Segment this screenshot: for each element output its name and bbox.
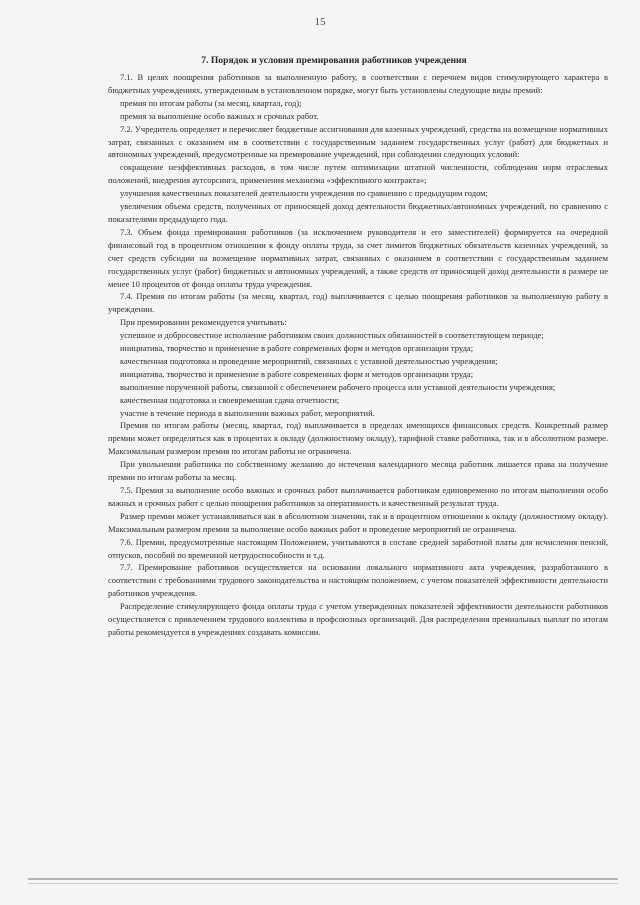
paragraph: 7.3. Объем фонда премирования работников (за исключением руководителя и его заместителей) формируется на очередной финансовый год в процентном отношении к фонду оплаты труда, за счет лимитов бюджетных обязательств казенных учреждений, за счет средств субсидии на возмещение нормативных затрат, связанных с оказанием в соответствии с государственным заданием государственных услуг (работ) бюджетных и автономных учреждений, а также средств от приносящей доход деятельности в размере не менее 10 процентов от фонда оплаты труда учреждения.	[108, 226, 608, 289]
paragraph: успешное и добросовестное исполнение работником своих должностных обязанностей в соответствующем периоде;	[120, 330, 544, 341]
scan-edge-line	[28, 883, 618, 884]
paragraph: выполнение порученной работы, связанной с обеспечением рабочего процесса или уставной деятельности учреждения;	[120, 381, 556, 392]
paragraph: При премировании рекомендуется учитывать:	[120, 317, 287, 328]
paragraph: увеличения объема средств, полученных от приносящей доход деятельности бюджетных/автономных учреждений, по сравнению с показателями предыдущего года.	[108, 201, 608, 224]
paragraph: 7.2. Учредитель определяет и перечисляет бюджетные ассигнования для казенных учреждений, средства на возмещение нормативных затрат, связанных с оказанием им в соответствии с государственным заданием государственных услуг (работ) для бюджетных и автономных учреждений, предусмотренные на премирование учреждений, при соблюдении следующих условий:	[108, 123, 608, 160]
scan-edge-line	[28, 878, 618, 880]
paragraph: сокращение неэффективных расходов, в том числе путем оптимизации штатной численности, соблюдения норм отраслевых положений, внедрения аутсорсинга, применения механизма «эффективного контракта»;	[108, 162, 608, 186]
paragraph: премия по итогам работы (за месяц, квартал, год);	[120, 97, 302, 108]
paragraph: При увольнении работника по собственному желанию до истечения календарного месяца работник лишается права на получение премии по итогам работы за месяц.	[108, 459, 608, 483]
page-number: 15	[314, 16, 326, 28]
paragraph: Премия по итогам работы (месяц, квартал, год) выплачивается в пределах имеющихся финансовых средств. Конкретный размер премии может определяться как в процентах к окладу (должностному окладу), тарифной ставке работника, так и в абсолютном размере. Максимальным размером премия по итогам работы не ограничена.	[108, 420, 608, 457]
paragraph: 7.4. Премия по итогам работы (за месяц, квартал, год) выплачивается с целью поощрения работников за выполненную работу в учреждении.	[108, 291, 608, 315]
section-body	[108, 71, 608, 639]
section-heading: 7. Порядок и условия премирования работников учреждения	[201, 55, 467, 66]
paragraph: участие в течение периода в выполнении важных работ, мероприятий.	[120, 407, 375, 418]
paragraph: Распределение стимулирующего фонда оплаты труда с учетом утвержденных показателей эффективности деятельности работников осуществляется с привлечением трудового коллектива и профсоюзных организаций. Для распределения премиальных выплат по итогам работы рекомендуется в учреждениях создавать комиссии.	[108, 601, 608, 637]
paragraph: качественная подготовка и своевременная сдача отчетности;	[120, 394, 340, 405]
paragraph: улучшения качественных показателей деятельности учреждения по сравнению с предыдущим годом;	[120, 188, 488, 199]
paragraph: 7.7. Премирование работников осуществляется на основании локального нормативного акта учреждения, разработанного в соответствии с требованиями трудового законодательства и настоящим положением, с учетом показателей эффективности деятельности работников учреждения.	[108, 562, 608, 599]
paragraph: качественная подготовка и проведение мероприятий, связанных с уставной деятельностью учреждения;	[120, 355, 498, 366]
paragraph: 7.6. Премии, предусмотренные настоящим Положением, учитываются в составе средней заработной платы для исчисления пенсий, отпусков, пособий по временной нетрудоспособности и т.д.	[108, 536, 608, 560]
paragraph: инициатива, творчество и применение в работе современных форм и методов организации труда;	[120, 343, 474, 354]
paragraph: инициатива, творчество и применение в работе современных форм и методов организации труда;	[120, 368, 474, 379]
paragraph: Размер премии может устанавливаться как в абсолютном значении, так и в процентном отношении к окладу (должностному окладу). Максимальным размером премия за выполнение особо важных работ и проведение мероприятий не ограничена.	[108, 510, 608, 534]
paragraph: 7.1. В целях поощрения работников за выполненную работу, в соответствии с перечнем видов стимулирующего характера в бюджетных учреждениях, утвержденным в установленном порядке, могут быть установлены следующие виды премий:	[108, 72, 608, 95]
paragraph: 7.5. Премия за выполнение особо важных и срочных работ выплачивается работникам единовременно по итогам выполнения особо важных и срочных работ с целью поощрения работников за оперативность и качественный результат труда.	[108, 485, 608, 508]
paragraph: премия за выполнение особо важных и срочных работ.	[120, 110, 319, 121]
